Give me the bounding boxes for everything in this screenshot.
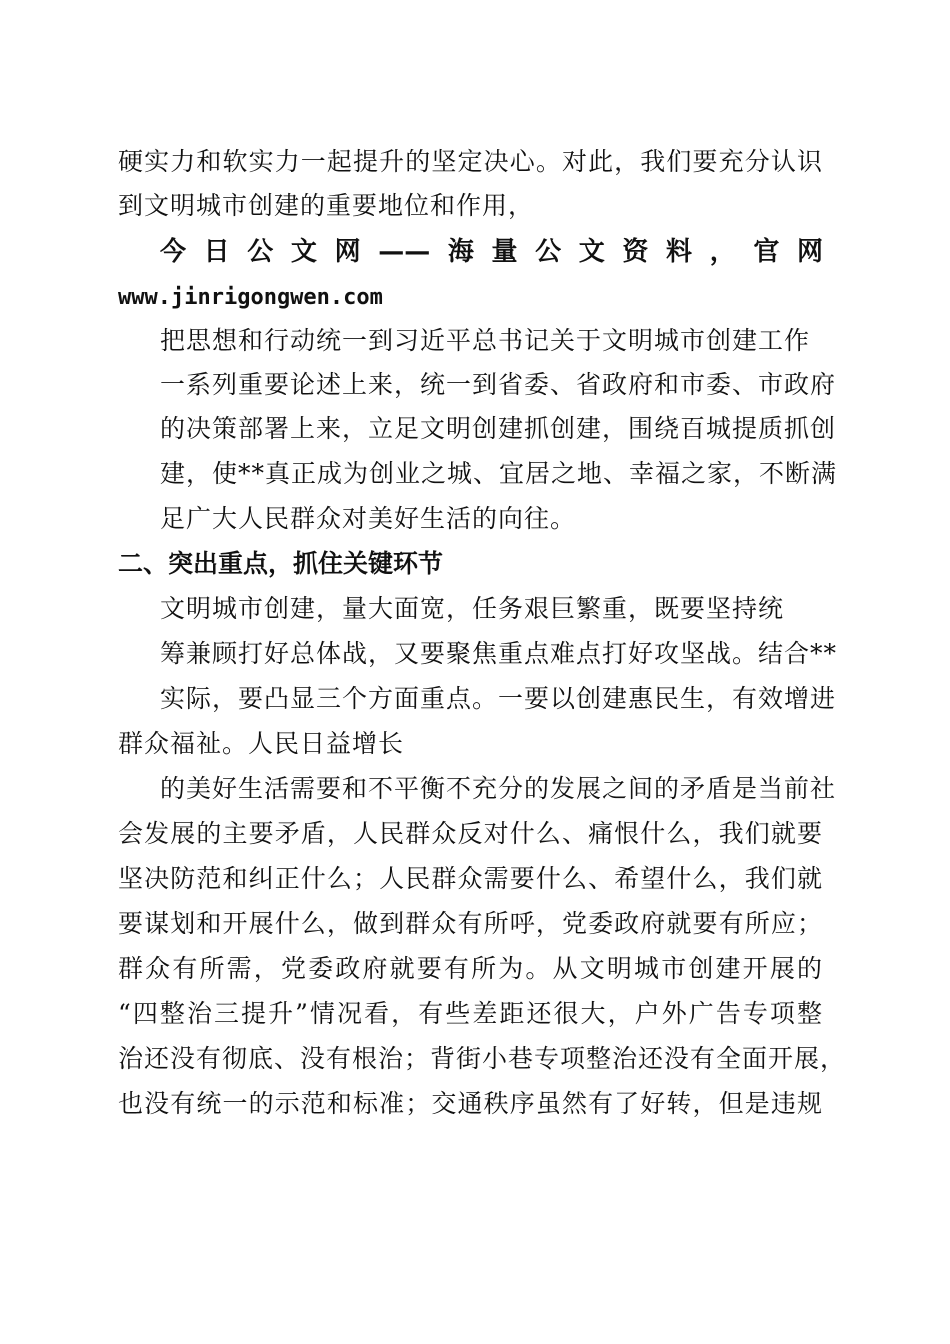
text-line: 群众福祉。人民日益增长 <box>118 729 405 758</box>
section-heading: 二、突出重点，抓住关键环节 <box>118 549 444 578</box>
watermark-url: www.jinrigongwen.com <box>118 285 383 310</box>
text-line: 筹兼顾打好总体战，又要聚焦重点难点打好攻坚战。结合** <box>160 639 838 668</box>
text-line: “四整治三提升”情况看，有些差距还很大，户外广告专项整 <box>118 999 823 1028</box>
text-line: 也没有统一的示范和标准；交通秩序虽然有了好转，但是违规 <box>118 1089 823 1118</box>
text-line: 实际，要凸显三个方面重点。一要以创建惠民生，有效增进 <box>160 684 837 713</box>
text-line: 的美好生活需要和不平衡不充分的发展之间的矛盾是当前社 <box>160 774 837 803</box>
text-line: 会发展的主要矛盾，人民群众反对什么、痛恨什么，我们就要 <box>118 819 823 848</box>
text-line: 建，使**真正成为创业之城、宜居之地、幸福之家，不断满 <box>160 459 838 488</box>
text-line: 硬实力和软实力一起提升的坚定决心。对此，我们要充分认识 <box>118 147 823 176</box>
text-line: 到文明城市创建的重要地位和作用， <box>118 191 535 220</box>
watermark-ad-text: 今日公文网——海量公文资料，官网 <box>160 237 823 267</box>
text-line: 一系列重要论述上来，统一到省委、省政府和市委、市政府 <box>160 370 837 399</box>
text-line: 要谋划和开展什么，做到群众有所呼，党委政府就要有所应； <box>118 909 823 938</box>
text-line: 把思想和行动统一到习近平总书记关于文明城市创建工作 <box>160 326 811 355</box>
text-line: 坚决防范和纠正什么；人民群众需要什么、希望什么，我们就 <box>118 864 823 893</box>
text-line: 足广大人民群众对美好生活的向往。 <box>160 504 577 533</box>
text-line: 文明城市创建，量大面宽，任务艰巨繁重，既要坚持统 <box>160 594 785 623</box>
text-line: 治还没有彻底、没有根治；背街小巷专项整治还没有全面开展， <box>118 1044 847 1073</box>
text-line: 的决策部署上来，立足文明创建抓创建，围绕百城提质抓创 <box>160 414 837 443</box>
text-line: 群众有所需，党委政府就要有所为。从文明城市创建开展的 <box>118 954 823 983</box>
